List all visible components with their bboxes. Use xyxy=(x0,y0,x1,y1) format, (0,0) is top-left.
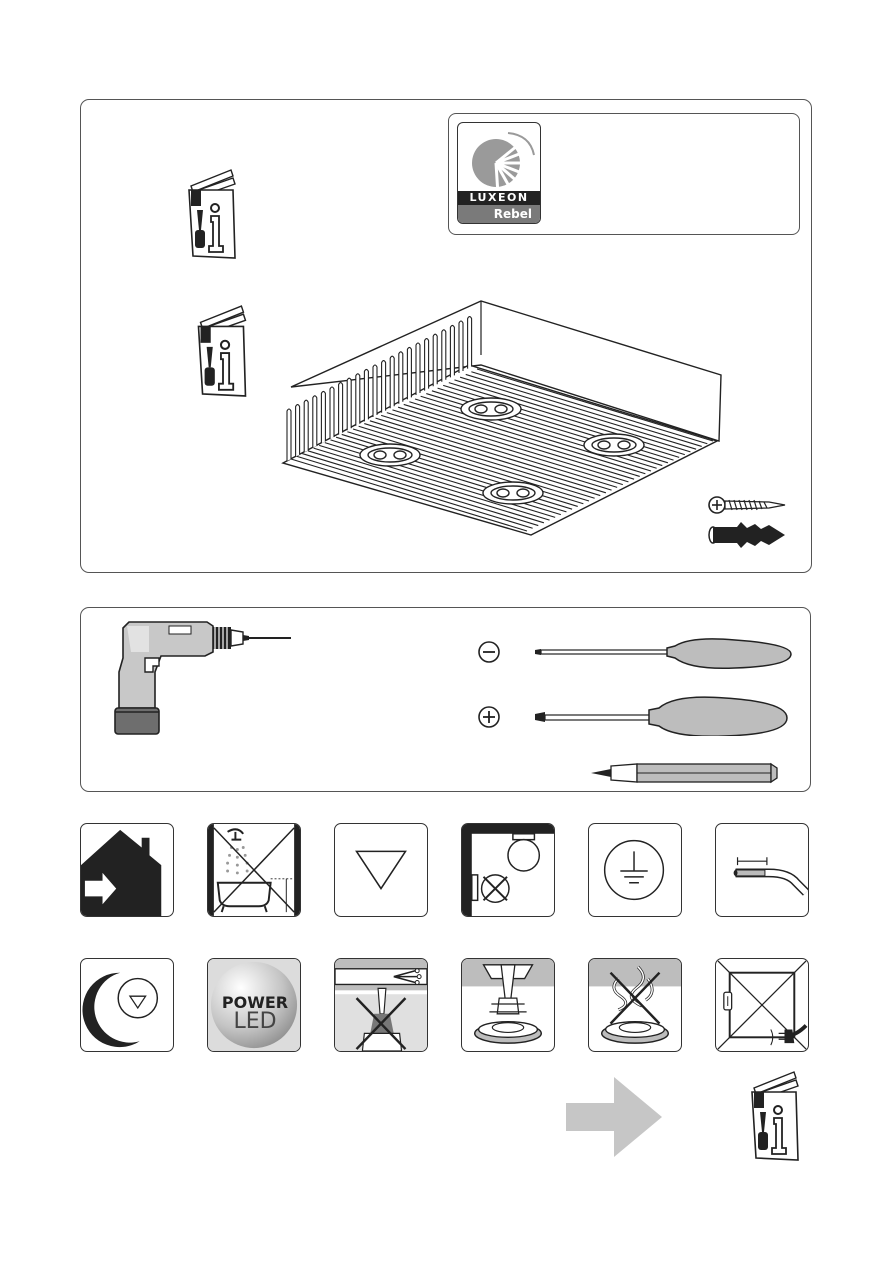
instruction-booklet-icon xyxy=(193,304,253,398)
product-panel xyxy=(80,99,812,573)
luxeon-brand-text: LUXEON xyxy=(458,191,540,205)
tools-panel xyxy=(80,607,811,792)
heatsink-edge-fin xyxy=(407,347,411,399)
instruction-booklet-icon xyxy=(185,168,241,260)
power-label: POWER xyxy=(221,993,289,1012)
heatsink-edge-fin xyxy=(373,365,377,417)
heatsink-edge-fin xyxy=(425,339,429,391)
earth-ground-icon xyxy=(588,823,682,917)
luxeon-rebel-logo xyxy=(457,122,541,224)
power-led-icon xyxy=(207,958,301,1052)
heatsink-edge-fin xyxy=(287,409,291,461)
heatsink-edge-fin xyxy=(364,369,368,421)
luxeon-info-box xyxy=(448,113,800,235)
heatsink-edge-fin xyxy=(339,383,343,435)
dimmer-icon xyxy=(80,958,174,1052)
heatsink-edge-fin xyxy=(321,391,325,443)
heatsink-edge-fin xyxy=(416,343,420,395)
heatsink-edge-fin xyxy=(304,400,308,452)
indoor-use-icon xyxy=(80,823,174,917)
luxeon-model-text: Rebel xyxy=(458,205,540,223)
no-drill-cable-icon xyxy=(334,958,428,1052)
no-lamp-distance-icon xyxy=(461,823,555,917)
pencil-icon xyxy=(589,762,779,784)
heatsink-edge-fin xyxy=(356,374,360,426)
heatsink-edge-fin xyxy=(390,356,394,408)
power-drill-icon xyxy=(109,616,299,736)
wiring-twist-icon xyxy=(461,958,555,1052)
led-label: LED xyxy=(233,1009,277,1034)
heatsink-edge-fin xyxy=(296,405,300,457)
heatsink-edge-fin xyxy=(459,321,463,373)
heatsink-edge-fin xyxy=(399,352,403,404)
heatsink-edge-fin xyxy=(450,325,454,377)
instruction-booklet-icon xyxy=(748,1070,804,1162)
heatsink-edge-fin xyxy=(330,387,334,439)
no-bathroom-use-icon xyxy=(207,823,301,917)
flat-screwdriver-icon xyxy=(475,638,795,672)
unplug-before-install-icon xyxy=(715,958,809,1052)
heatsink-edge-fin xyxy=(442,330,446,382)
ceiling-lamp-heatsink-illustration xyxy=(271,295,731,545)
no-cable-tangle-icon xyxy=(588,958,682,1052)
heatsink-edge-fin xyxy=(313,396,317,448)
heatsink-edge-fin xyxy=(433,334,437,386)
heatsink-edge-fin xyxy=(468,317,472,369)
triangle-warning-icon xyxy=(334,823,428,917)
heatsink-edge-fin xyxy=(382,361,386,413)
phillips-screwdriver-icon xyxy=(475,696,795,736)
screw-icon xyxy=(707,494,787,516)
cable-strip-length-icon xyxy=(715,823,809,917)
arrow-right-icon xyxy=(566,1077,662,1157)
heatsink-edge-fin xyxy=(347,378,351,430)
wall-plug-icon xyxy=(707,520,787,550)
